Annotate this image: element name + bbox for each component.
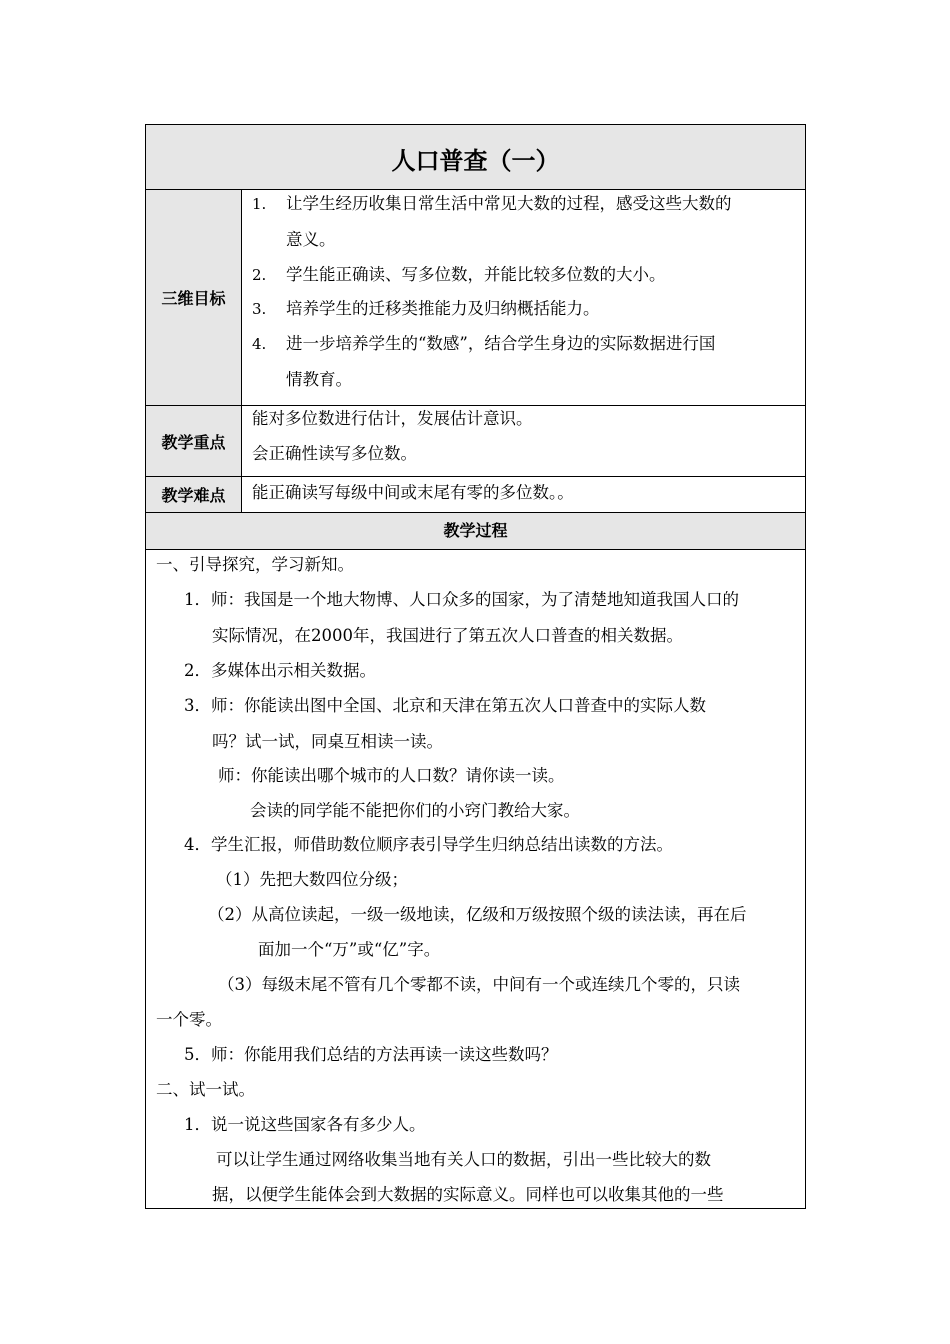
key-points-label: 教学重点 [146, 406, 242, 476]
goal-text: 让学生经历收集日常生活中常见大数的过程，感受这些大数的 [286, 194, 732, 213]
goal-number: 4. [252, 335, 267, 353]
process-line: 二、试一试。 [156, 1080, 255, 1099]
goal-number: 3. [252, 300, 267, 318]
process-line: 2．多媒体出示相关数据。 [184, 661, 376, 680]
goal-number: 2. [252, 266, 267, 284]
process-line: 1．师：我国是一个地大物博、人口众多的国家，为了清楚地知道我国人口的 [184, 590, 739, 609]
process-line: 3．师：你能读出图中全国、北京和天津在第五次人口普查中的实际人数 [184, 696, 706, 715]
process-body [146, 550, 805, 1210]
process-line: 面加一个“万”或“亿”字。 [258, 940, 441, 959]
key-point-text: 能对多位数进行估计，发展估计意识。 [252, 409, 533, 428]
process-line: 1．说一说这些国家各有多少人。 [184, 1115, 426, 1134]
goal-text: 学生能正确读、写多位数，并能比较多位数的大小。 [286, 265, 666, 284]
difficulty-label: 教学难点 [146, 477, 242, 512]
difficulty-text: 能正确读写每级中间或末尾有零的多位数。。 [252, 483, 574, 502]
key-point-text: 会正确性读写多位数。 [252, 444, 417, 463]
title-row [146, 125, 805, 190]
lesson-plan-table [145, 124, 806, 1209]
goals-cell [242, 190, 805, 405]
page-title: 人口普查（一） [391, 146, 560, 175]
process-line: 一个零。 [156, 1010, 222, 1029]
process-line: （2）从高位读起，一级一级地读，亿级和万级按照个级的读法读，再在后 [208, 905, 747, 924]
process-line: 可以让学生通过网络收集当地有关人口的数据，引出一些比较大的数 [216, 1150, 711, 1169]
process-line: 4．学生汇报，师借助数位顺序表引导学生归纳总结出读数的方法。 [184, 835, 673, 854]
goals-row [146, 190, 805, 406]
goals-label: 三维目标 [146, 190, 242, 405]
goal-text: 意义。 [286, 230, 336, 249]
difficulty-cell [242, 477, 805, 512]
process-line: 师：你能读出哪个城市的人口数？请你读一读。 [218, 766, 565, 785]
difficulty-row [146, 477, 805, 513]
goal-text: 培养学生的迁移类推能力及归纳概括能力。 [286, 299, 600, 318]
process-line: （1）先把大数四位分级； [216, 870, 408, 889]
process-line: 5．师：你能用我们总结的方法再读一读这些数吗？ [184, 1045, 558, 1064]
key-points-row [146, 406, 805, 477]
process-heading: 教学过程 [146, 513, 805, 550]
goal-number: 1. [252, 195, 267, 213]
key-points-cell [242, 406, 805, 476]
process-line: 实际情况，在2000年，我国进行了第五次人口普查的相关数据。 [212, 626, 683, 645]
goal-text: 进一步培养学生的“数感”，结合学生身边的实际数据进行国 [286, 334, 716, 353]
process-line: 一、引导探究，学习新知。 [156, 555, 354, 574]
process-line: （3）每级末尾不管有几个零都不读，中间有一个或连续几个零的，只读 [218, 975, 740, 994]
process-line: 据，以便学生能体会到大数据的实际意义。同样也可以收集其他的一些 [212, 1185, 724, 1204]
process-line: 会读的同学能不能把你们的小窍门教给大家。 [250, 801, 580, 820]
goal-text: 情教育。 [286, 370, 352, 389]
process-line: 吗？试一试，同桌互相读一读。 [212, 732, 443, 751]
